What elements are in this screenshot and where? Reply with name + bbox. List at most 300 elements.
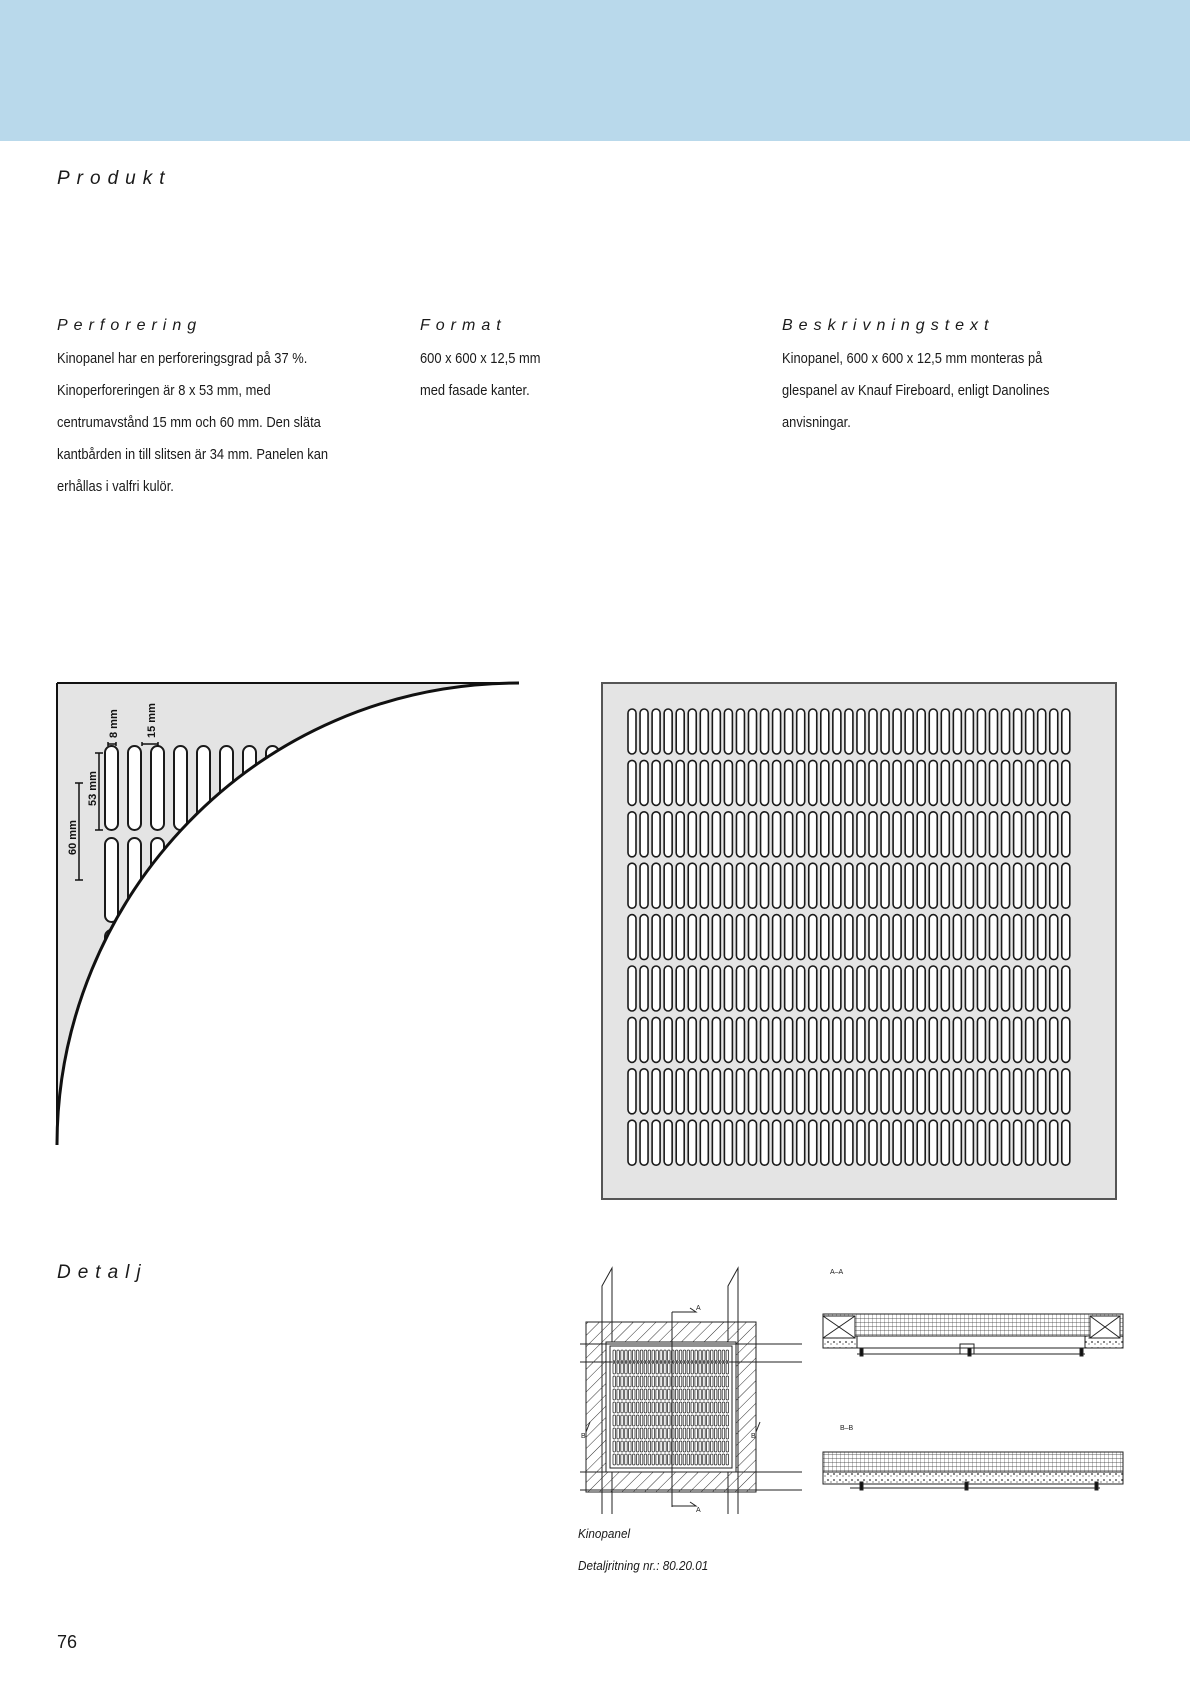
panel-slot bbox=[700, 915, 708, 960]
panel-slot bbox=[797, 760, 805, 805]
panel-slot bbox=[917, 863, 925, 908]
panel-slot bbox=[1050, 812, 1058, 857]
panel-slot bbox=[1050, 966, 1058, 1011]
panel-slot bbox=[700, 1017, 708, 1062]
corner-slot bbox=[151, 930, 164, 1014]
corner-slot bbox=[312, 838, 325, 922]
panel-slot bbox=[712, 966, 720, 1011]
panel-slot bbox=[712, 760, 720, 805]
panel-slot bbox=[833, 760, 841, 805]
corner-slot bbox=[289, 930, 302, 1014]
panel-slot bbox=[736, 1017, 744, 1062]
panel-slot bbox=[1038, 709, 1046, 754]
section-label-aa: A–A bbox=[830, 1269, 844, 1276]
panel-slot bbox=[700, 863, 708, 908]
column-text-perforering: Kinopanel har en perforeringsgrad på 37 %. Kinoperforeringen är 8 x 53 mm, med centrumavstånd 15 mm och 60 mm. Den släta kantbården in till slitsen är 34 mm. Panelen kan erhållas i valfri kulör. bbox=[57, 350, 329, 495]
corner-slot bbox=[174, 746, 187, 830]
panel-slot bbox=[990, 1069, 998, 1114]
panel-slot bbox=[712, 915, 720, 960]
panel-slot bbox=[833, 863, 841, 908]
panel-slot bbox=[1014, 1120, 1022, 1165]
panel-slot bbox=[869, 1120, 877, 1165]
panel-slot bbox=[652, 966, 660, 1011]
panel-slot bbox=[857, 812, 865, 857]
panel-slot bbox=[664, 1120, 672, 1165]
panel-slot bbox=[676, 966, 684, 1011]
panel-slot bbox=[736, 966, 744, 1011]
panel-slot bbox=[977, 709, 985, 754]
panel-slot bbox=[785, 915, 793, 960]
panel-slot bbox=[773, 760, 781, 805]
corner-slot bbox=[197, 838, 210, 922]
panel-slot bbox=[724, 1120, 732, 1165]
panel-slot bbox=[917, 966, 925, 1011]
panel-slot bbox=[965, 760, 973, 805]
panel-slot bbox=[977, 915, 985, 960]
corner-slot bbox=[312, 930, 325, 1014]
panel-slot bbox=[724, 760, 732, 805]
panel-slot bbox=[833, 1017, 841, 1062]
panel-slot bbox=[1038, 966, 1046, 1011]
panel-slot bbox=[761, 1120, 769, 1165]
header-band bbox=[0, 0, 1190, 141]
panel-slot bbox=[1026, 863, 1034, 908]
panel-slot bbox=[785, 1120, 793, 1165]
panel-slot bbox=[1062, 915, 1070, 960]
panel-slot bbox=[676, 709, 684, 754]
panel-slot bbox=[845, 760, 853, 805]
panel-slot bbox=[1038, 760, 1046, 805]
panel-slot bbox=[905, 709, 913, 754]
panel-slot bbox=[845, 1017, 853, 1062]
panel-slot bbox=[857, 1069, 865, 1114]
corner-slot bbox=[266, 930, 279, 1014]
panel-slot bbox=[1050, 915, 1058, 960]
panel-slot bbox=[845, 709, 853, 754]
panel-slot bbox=[929, 1069, 937, 1114]
panel-slot bbox=[1014, 760, 1022, 805]
panel-slot bbox=[785, 812, 793, 857]
panel-slot bbox=[905, 966, 913, 1011]
panel-slot bbox=[905, 812, 913, 857]
section-marker-a-top: A bbox=[696, 1305, 701, 1312]
panel-slot bbox=[700, 1069, 708, 1114]
corner-slot bbox=[312, 746, 325, 830]
panel-slot bbox=[881, 1017, 889, 1062]
panel-slot bbox=[977, 760, 985, 805]
panel-slot bbox=[893, 760, 901, 805]
corner-slot bbox=[151, 746, 164, 830]
panel-slot bbox=[857, 863, 865, 908]
panel-slot bbox=[664, 915, 672, 960]
panel-slot bbox=[724, 915, 732, 960]
panel-slot bbox=[797, 812, 805, 857]
panel-slot bbox=[724, 966, 732, 1011]
panel-slot bbox=[809, 709, 817, 754]
panel-slot bbox=[929, 1017, 937, 1062]
panel-slot bbox=[881, 1120, 889, 1165]
panel-slot bbox=[773, 915, 781, 960]
panel-slot bbox=[809, 1069, 817, 1114]
panel-slot bbox=[869, 1069, 877, 1114]
panel-slot bbox=[857, 966, 865, 1011]
panel-slot bbox=[749, 915, 757, 960]
panel-slot bbox=[990, 1120, 998, 1165]
panel-slot bbox=[688, 709, 696, 754]
panel-slot bbox=[869, 863, 877, 908]
section-heading-produkt: Produkt bbox=[57, 168, 172, 189]
panel-slot bbox=[785, 709, 793, 754]
panel-slot bbox=[1014, 1017, 1022, 1062]
panel-slot bbox=[881, 760, 889, 805]
panel-slot bbox=[1002, 709, 1010, 754]
panel-slot bbox=[1062, 709, 1070, 754]
corner-slot bbox=[220, 930, 233, 1014]
panel-slot bbox=[965, 709, 973, 754]
panel-slot bbox=[712, 1120, 720, 1165]
corner-slot bbox=[174, 838, 187, 922]
panel-slot bbox=[1014, 915, 1022, 960]
panel-slot bbox=[761, 812, 769, 857]
panel-slot bbox=[977, 966, 985, 1011]
panel-slot bbox=[893, 1069, 901, 1114]
corner-slot bbox=[289, 746, 302, 830]
panel-slot bbox=[640, 760, 648, 805]
panel-slot bbox=[749, 1120, 757, 1165]
panel-slot bbox=[640, 1069, 648, 1114]
panel-slot bbox=[977, 812, 985, 857]
panel-slot bbox=[664, 709, 672, 754]
panel-slot bbox=[929, 863, 937, 908]
panel-slot bbox=[893, 1017, 901, 1062]
panel-slot bbox=[676, 863, 684, 908]
column-title-format: Format bbox=[420, 317, 507, 334]
panel-slot bbox=[628, 709, 636, 754]
panel-slot bbox=[736, 760, 744, 805]
panel-slot bbox=[1050, 760, 1058, 805]
panel-slot bbox=[688, 1017, 696, 1062]
column-text-format: 600 x 600 x 12,5 mm med fasade kanter. bbox=[420, 350, 541, 399]
panel-slot bbox=[749, 1069, 757, 1114]
panel-slot bbox=[797, 863, 805, 908]
panel-slot bbox=[1062, 1069, 1070, 1114]
panel-slot bbox=[821, 1120, 829, 1165]
panel-slot bbox=[688, 1120, 696, 1165]
corner-slot bbox=[105, 838, 118, 922]
panel-slot bbox=[881, 1069, 889, 1114]
panel-slot bbox=[869, 966, 877, 1011]
panel-slot bbox=[905, 915, 913, 960]
section-drawings bbox=[820, 1262, 1124, 1502]
panel-slot bbox=[1062, 812, 1070, 857]
panel-slot bbox=[833, 709, 841, 754]
panel-slot bbox=[917, 1069, 925, 1114]
panel-slot bbox=[724, 709, 732, 754]
panel-slot bbox=[640, 1017, 648, 1062]
panel-slot bbox=[809, 812, 817, 857]
dim-label-row-spacing: 60 mm bbox=[67, 820, 79, 855]
panel-slot bbox=[821, 812, 829, 857]
panel-slot bbox=[676, 1069, 684, 1114]
panel-slot bbox=[929, 709, 937, 754]
panel-slot bbox=[712, 1069, 720, 1114]
corner-detail-figure bbox=[54, 680, 524, 1150]
panel-slot bbox=[785, 863, 793, 908]
panel-slot bbox=[941, 760, 949, 805]
panel-slot bbox=[652, 709, 660, 754]
panel-slot bbox=[1002, 812, 1010, 857]
panel-slot bbox=[893, 863, 901, 908]
panel-slot bbox=[833, 966, 841, 1011]
panel-slot bbox=[749, 760, 757, 805]
panel-slot bbox=[1002, 915, 1010, 960]
panel-slot bbox=[965, 1069, 973, 1114]
panel-slot bbox=[977, 1069, 985, 1114]
panel-slot bbox=[736, 863, 744, 908]
panel-slot bbox=[628, 1069, 636, 1114]
panel-slot bbox=[929, 1120, 937, 1165]
panel-slot bbox=[785, 760, 793, 805]
panel-slot bbox=[773, 812, 781, 857]
panel-slot bbox=[941, 915, 949, 960]
corner-slot bbox=[105, 746, 118, 830]
panel-slot bbox=[797, 1120, 805, 1165]
panel-slot bbox=[1014, 812, 1022, 857]
panel-slot bbox=[821, 863, 829, 908]
panel-slot bbox=[676, 1120, 684, 1165]
panel-slot bbox=[917, 915, 925, 960]
panel-slot bbox=[990, 760, 998, 805]
panel-slot bbox=[1038, 812, 1046, 857]
panel-slot bbox=[773, 1120, 781, 1165]
panel-slot bbox=[809, 1120, 817, 1165]
panel-slot bbox=[688, 915, 696, 960]
panel-slot bbox=[845, 863, 853, 908]
panel-slot bbox=[881, 966, 889, 1011]
panel-slot bbox=[773, 1017, 781, 1062]
panel-slot bbox=[965, 1017, 973, 1062]
panel-slot bbox=[652, 812, 660, 857]
panel-slot bbox=[929, 966, 937, 1011]
panel-slot bbox=[833, 1120, 841, 1165]
panel-slot bbox=[773, 1069, 781, 1114]
corner-slot bbox=[197, 930, 210, 1014]
panel-slot bbox=[724, 1017, 732, 1062]
panel-slot bbox=[953, 709, 961, 754]
panel-slot bbox=[700, 1120, 708, 1165]
panel-slot bbox=[809, 863, 817, 908]
panel-slot bbox=[1050, 1017, 1058, 1062]
section-heading-detalj: Detalj bbox=[57, 1262, 148, 1283]
panel-slot bbox=[1014, 1069, 1022, 1114]
panel-slot bbox=[676, 812, 684, 857]
panel-slot bbox=[953, 863, 961, 908]
corner-slot bbox=[266, 746, 279, 830]
panel-slot bbox=[1050, 863, 1058, 908]
panel-slot bbox=[652, 760, 660, 805]
panel-slot bbox=[990, 863, 998, 908]
panel-slot bbox=[640, 915, 648, 960]
panel-slot bbox=[965, 863, 973, 908]
panel-slot bbox=[736, 709, 744, 754]
panel-slot bbox=[965, 1120, 973, 1165]
corner-slot bbox=[243, 930, 256, 1014]
page-number: 76 bbox=[57, 1632, 78, 1652]
panel-slot bbox=[965, 812, 973, 857]
panel-slot bbox=[1026, 966, 1034, 1011]
panel-slot bbox=[833, 812, 841, 857]
panel-slot bbox=[953, 1017, 961, 1062]
panel-slot bbox=[929, 760, 937, 805]
panel-slot bbox=[845, 1120, 853, 1165]
panel-slot bbox=[652, 915, 660, 960]
panel-slot bbox=[990, 709, 998, 754]
corner-slot bbox=[197, 746, 210, 830]
panel-slot bbox=[1026, 760, 1034, 805]
panel-slot bbox=[881, 812, 889, 857]
panel-slot bbox=[857, 915, 865, 960]
panel-slot bbox=[965, 915, 973, 960]
panel-slot bbox=[1026, 1069, 1034, 1114]
panel-slot bbox=[821, 709, 829, 754]
panel-slot bbox=[664, 863, 672, 908]
panel-slot bbox=[1014, 863, 1022, 908]
section-label-bb: B–B bbox=[840, 1425, 854, 1432]
panel-slot bbox=[1014, 709, 1022, 754]
detail-caption-name: Kinopanel bbox=[578, 1526, 631, 1541]
panel-slot bbox=[628, 760, 636, 805]
panel-slot bbox=[905, 1017, 913, 1062]
panel-slot bbox=[712, 709, 720, 754]
panel-slot bbox=[990, 812, 998, 857]
panel-slot bbox=[1050, 1069, 1058, 1114]
panel-slot bbox=[990, 915, 998, 960]
panel-slot bbox=[1026, 1120, 1034, 1165]
column-text-beskrivningstext: Kinopanel, 600 x 600 x 12,5 mm monteras på glespanel av Knauf Fireboard, enligt Danolines anvisningar. bbox=[782, 350, 1050, 431]
panel-slot bbox=[1038, 1017, 1046, 1062]
panel-slot bbox=[881, 863, 889, 908]
panel-slot bbox=[700, 709, 708, 754]
corner-slot bbox=[243, 746, 256, 830]
panel-slot bbox=[712, 812, 720, 857]
panel-slot bbox=[736, 1069, 744, 1114]
panel-slot bbox=[797, 966, 805, 1011]
column-title-beskrivningstext: Beskrivningstext bbox=[782, 317, 995, 334]
panel-slot bbox=[869, 1017, 877, 1062]
panel-slot bbox=[628, 1120, 636, 1165]
panel-slot bbox=[628, 812, 636, 857]
panel-slot bbox=[761, 760, 769, 805]
panel-slot bbox=[833, 1069, 841, 1114]
panel-slot bbox=[712, 863, 720, 908]
panel-slot bbox=[977, 863, 985, 908]
panel-slot bbox=[821, 915, 829, 960]
panel-slot bbox=[941, 1069, 949, 1114]
corner-slot bbox=[128, 930, 141, 1014]
panel-slot bbox=[700, 760, 708, 805]
panel-slot bbox=[628, 915, 636, 960]
panel-slot bbox=[845, 915, 853, 960]
panel-slot bbox=[917, 760, 925, 805]
panel-slot bbox=[953, 1069, 961, 1114]
panel-slot bbox=[821, 1069, 829, 1114]
panel-slot bbox=[761, 966, 769, 1011]
panel-slot bbox=[797, 709, 805, 754]
panel-slot bbox=[761, 915, 769, 960]
panel-slot bbox=[628, 966, 636, 1011]
detail-caption-drawing-number: Detaljritning nr.: 80.20.01 bbox=[578, 1558, 709, 1573]
panel-slot bbox=[990, 966, 998, 1011]
panel-slot bbox=[773, 863, 781, 908]
panel-slot bbox=[797, 1017, 805, 1062]
panel-slot bbox=[881, 915, 889, 960]
corner-slot bbox=[220, 838, 233, 922]
panel-slot bbox=[1026, 915, 1034, 960]
panel-slot bbox=[929, 915, 937, 960]
panel-slot bbox=[893, 1120, 901, 1165]
panel-slot bbox=[652, 1017, 660, 1062]
panel-slot bbox=[965, 966, 973, 1011]
panel-slot bbox=[628, 863, 636, 908]
panel-slot bbox=[1062, 1017, 1070, 1062]
corner-slot bbox=[105, 930, 118, 1014]
panel-slot bbox=[929, 812, 937, 857]
panel-slot bbox=[941, 812, 949, 857]
panel-slot bbox=[953, 915, 961, 960]
panel-slot bbox=[1062, 760, 1070, 805]
panel-slot bbox=[833, 915, 841, 960]
section-marker-b-left: B bbox=[581, 1433, 586, 1440]
panel-slot bbox=[1002, 1069, 1010, 1114]
panel-slot bbox=[640, 709, 648, 754]
panel-slot bbox=[1002, 760, 1010, 805]
panel-slot bbox=[712, 1017, 720, 1062]
panel-slot bbox=[941, 1120, 949, 1165]
panel-slot bbox=[664, 966, 672, 1011]
panel-slot bbox=[749, 1017, 757, 1062]
panel-slot bbox=[941, 1017, 949, 1062]
corner-slot bbox=[174, 930, 187, 1014]
panel-slot bbox=[736, 1120, 744, 1165]
panel-slot bbox=[1062, 1120, 1070, 1165]
panel-slot bbox=[664, 1069, 672, 1114]
panel-slot bbox=[821, 966, 829, 1011]
panel-slot bbox=[628, 1017, 636, 1062]
panel-slot bbox=[688, 966, 696, 1011]
panel-slot bbox=[953, 966, 961, 1011]
dim-label-center-spacing: 15 mm bbox=[146, 703, 158, 738]
panel-slot bbox=[724, 812, 732, 857]
panel-slot bbox=[688, 863, 696, 908]
corner-slot bbox=[289, 838, 302, 922]
panel-slot bbox=[869, 760, 877, 805]
panel-slot bbox=[1026, 1017, 1034, 1062]
panel-slot bbox=[953, 760, 961, 805]
panel-slot bbox=[652, 1069, 660, 1114]
panel-slot bbox=[724, 1069, 732, 1114]
panel-slot bbox=[821, 1017, 829, 1062]
panel-slot bbox=[1038, 1069, 1046, 1114]
panel-slot bbox=[893, 966, 901, 1011]
panel-slot bbox=[1050, 709, 1058, 754]
panel-slot bbox=[773, 966, 781, 1011]
panel-slot bbox=[845, 812, 853, 857]
dim-label-slot-length: 53 mm bbox=[87, 771, 99, 806]
panel-slot bbox=[881, 709, 889, 754]
corner-slot bbox=[128, 746, 141, 830]
panel-slot bbox=[857, 1017, 865, 1062]
panel-slot bbox=[797, 915, 805, 960]
